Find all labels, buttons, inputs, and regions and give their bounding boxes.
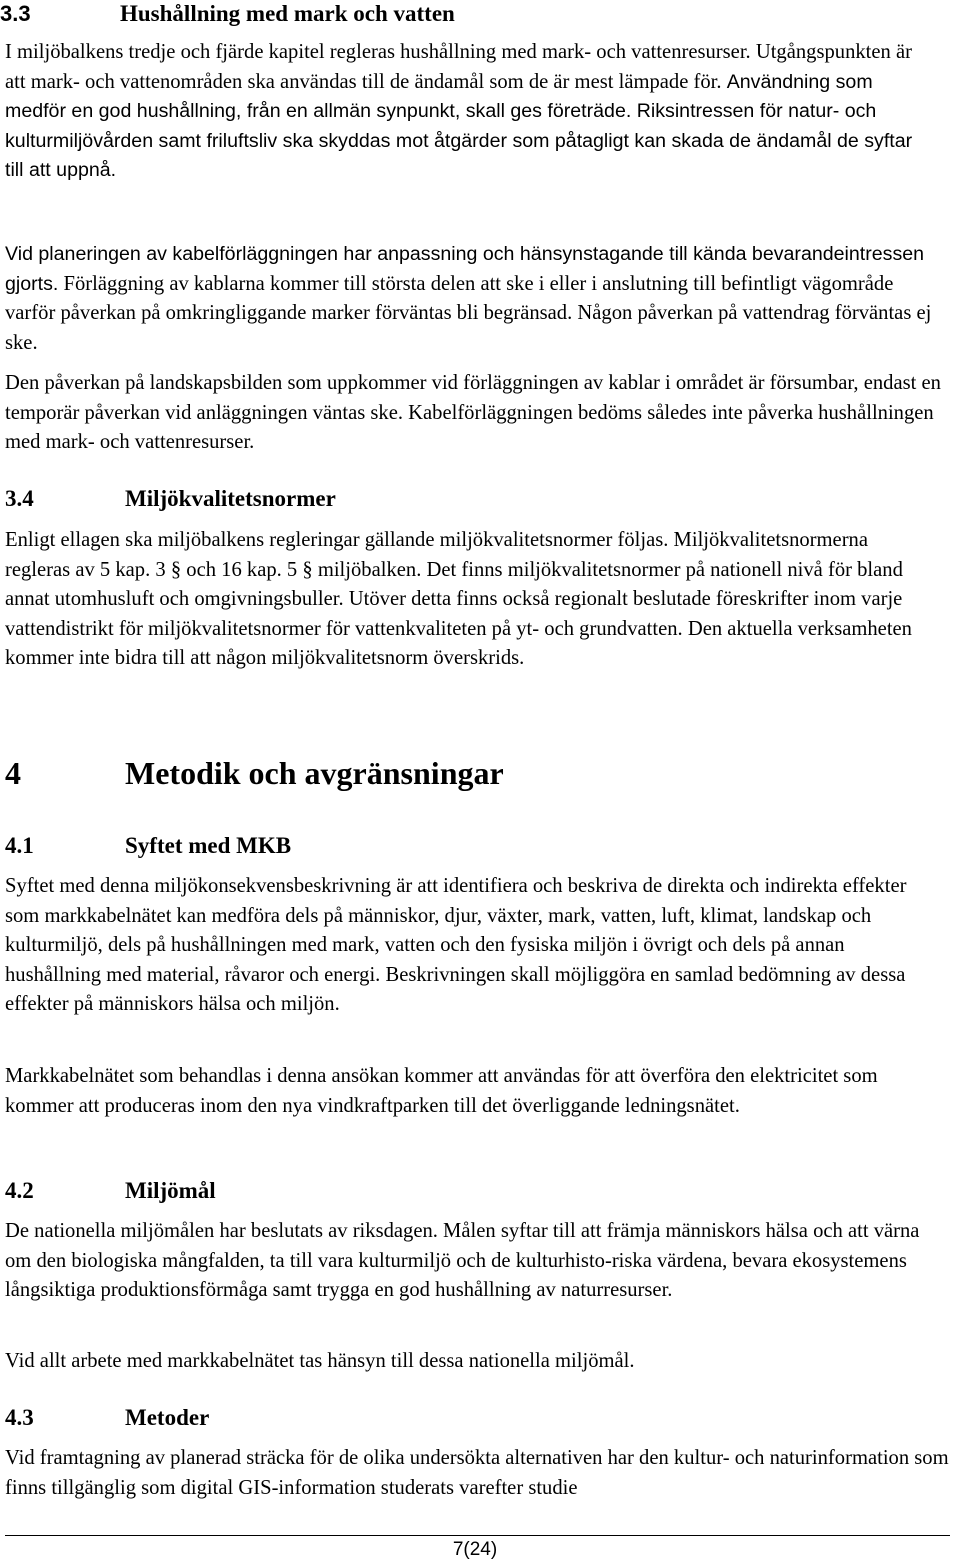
section-4-3-heading [5, 1404, 209, 1432]
section-4-1-heading [5, 832, 291, 860]
paragraph [5, 240, 935, 358]
section-title: Miljökvalitetsnormer [125, 486, 336, 511]
section-number: 3.3 [0, 1, 31, 26]
section-3-4-heading [5, 485, 336, 513]
chapter-4-heading [5, 753, 504, 793]
section-number: 4.1 [5, 833, 34, 858]
paragraph: De nationella miljömålen har beslutats av riksdagen. Målen syftar till att främja människors hälsa och att värna om den biologiska mångfalden, ta till vara kulturmiljö och de kulturhisto-riska värdena, bevara ekosystemens långsiktiga produktionsförmåga samt trygga en god hushållning av naturresurser. [5, 1220, 920, 1301]
paragraph: Syftet med denna miljökonsekvensbeskrivning är att identifiera och beskriva de direkta och indirekta effekter som markkabelnätet kan medföra dels på människor, djur, växter, mark, vatten, luft, klimat, landskap och kulturmiljö, dels på hushållningen med mark, vatten och den fysiska miljön i övrigt och dels på annan hushållning med material, råvaror och energi. Beskrivningen skall möjliggöra en samlad bedömning av dessa effekter på människors hälsa och miljön. [5, 875, 907, 1015]
paragraph: Vid framtagning av planerad sträcka för de olika undersökta alternativen har den kultur- och naturinformation som finns tillgänglig som digital GIS-information studerats varefter studie [5, 1447, 949, 1499]
page-footer [0, 1538, 960, 1562]
section-title: Metoder [125, 1405, 210, 1430]
paragraph: Markkabelnätet som behandlas i denna ansökan kommer att användas för att överföra den elektricitet som kommer att produceras inom den nya vindkraftparken till det överliggande ledningsnätet. [5, 1065, 878, 1117]
paragraph: Enligt ellagen ska miljöbalkens regleringar gällande miljökvalitetsnormer följas. Miljökvalitetsnormerna regleras av 5 kap. 3 § och 16 kap. 5 § miljöbalken. Det finns miljökvalitetsnormer på nationell nivå för bland annat utomhusluft och omgivningsbuller. Utöver detta finns också regionalt beslutade föreskrifter inom varje vattendistrikt för miljökvalitetsnormer för vattenkvaliteten på yt- och grundvatten. Den aktuella verksamheten kommer inte bidra till att någon miljökvalitetsnorm överskrids. [5, 529, 912, 669]
paragraph-text: Förläggning av kablarna kommer till största delen att ske i eller i anslutning till befintligt vägområde varför påverkan på omkringliggande marker förväntas bli begränsad. Någon påverkan på vattendrag förväntas ej ske. [5, 272, 932, 354]
section-3-3-heading [0, 0, 455, 28]
chapter-number: 4 [5, 755, 21, 791]
section-number: 3.4 [5, 486, 34, 511]
section-title: Hushållning med mark och vatten [120, 1, 455, 26]
section-4-2-heading [5, 1177, 216, 1205]
section-title: Miljömål [125, 1178, 216, 1203]
paragraph: Vid allt arbete med markkabelnätet tas hänsyn till dessa nationella miljömål. [5, 1350, 635, 1372]
paragraph: Den påverkan på landskapsbilden som uppkommer vid förläggningen av kablar i området är försumbar, endast en temporär påverkan vid anläggningen väntas ske. Kabelförläggningen bedöms således inte påverka hushållningen med mark- och vattenresurser. [5, 372, 941, 453]
paragraph-text: I miljöbalkens tredje och fjärde kapitel regleras hushållning med mark- och vattenresurser. Utgångspunkten är att mark- och vattenområden ska användas till de ändamål som de är mest lämpade för. [5, 41, 912, 93]
section-number: 4.3 [5, 1405, 34, 1430]
paragraph [5, 38, 935, 186]
section-title: Syftet med MKB [125, 833, 292, 858]
section-number: 4.2 [5, 1178, 34, 1203]
footer-divider [5, 1535, 950, 1536]
paragraph-text: Användning som medför en god hushållning, från en allmän synpunkt, skall ges företräde. Riksintressen för natur- och kulturmiljövården samt friluftsliv ska skyddas mot åtgärder som påtagligt kan skada de ändamål de syftar till att uppnå. [5, 70, 913, 181]
chapter-title: Metodik och avgränsningar [125, 755, 504, 791]
paragraph-text: Vid planeringen av kabelförläggningen har anpassning och hänsynstagande till kända bevarandeintressen gjorts. [5, 243, 925, 295]
page-number: 7(24) [452, 1539, 498, 1560]
